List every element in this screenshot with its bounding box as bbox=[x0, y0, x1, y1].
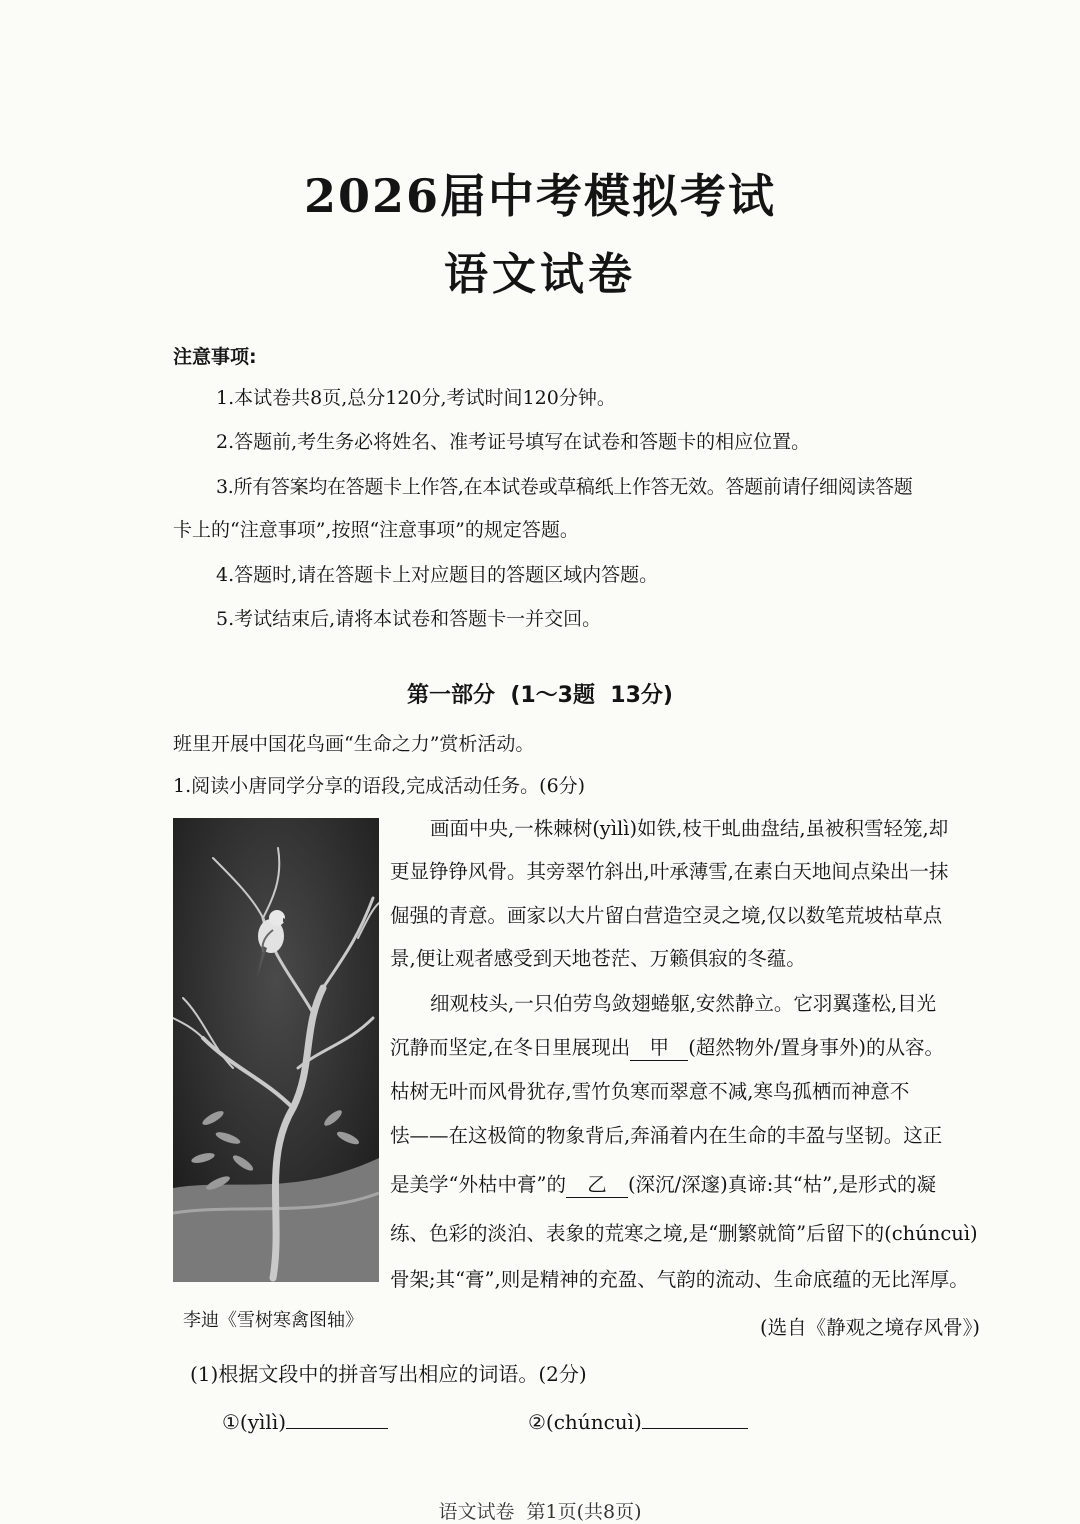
notice-item: 3.所有答案均在答题卡上作答,在本试卷或草稿纸上作答无效。答题前请仔细阅读答题 bbox=[216, 476, 913, 498]
answer-a-line[interactable] bbox=[286, 1410, 388, 1429]
sub-question-1: (1)根据文段中的拼音写出相应的词语。(2分) bbox=[190, 1362, 587, 1386]
blank-jia: 甲 bbox=[630, 1036, 688, 1061]
passage-source: (选自《静观之境存风骨》) bbox=[760, 1316, 980, 1339]
passage-line: 细观枝头,一只伯劳鸟敛翅蜷躯,安然静立。它羽翼蓬松,目光 bbox=[430, 992, 937, 1015]
passage-line: 枯树无叶而风骨犹存,雪竹负寒而翠意不减,寒鸟孤栖而神意不 bbox=[390, 1080, 910, 1103]
painting-image bbox=[173, 818, 379, 1282]
answer-a-label: ①(yìlì) bbox=[222, 1410, 287, 1434]
painting-caption: 李迪《雪树寒禽图轴》 bbox=[183, 1310, 363, 1331]
passage-line bbox=[390, 1173, 936, 1198]
passage-text: (深沉/深邃)真谛:其“枯”,是形式的凝 bbox=[627, 1173, 936, 1196]
passage-text: (超然物外/置身事外)的从容。 bbox=[688, 1036, 944, 1059]
passage-line: 景,便让观者感受到天地苍茫、万籁俱寂的冬蕴。 bbox=[390, 947, 806, 970]
notice-item: 卡上的“注意事项”,按照“注意事项”的规定答题。 bbox=[173, 519, 579, 541]
passage-line: 画面中央,一株棘树(yìlì)如铁,枝干虬曲盘结,虽被积雪轻笼,却 bbox=[430, 817, 949, 840]
notice-heading: 注意事项: bbox=[173, 346, 257, 368]
passage-line: 更显铮铮风骨。其旁翠竹斜出,叶承薄雪,在素白天地间点染出一抹 bbox=[390, 860, 949, 883]
passage-line: 怯——在这极简的物象背后,奔涌着内在生命的丰盈与坚韧。这正 bbox=[390, 1124, 943, 1147]
passage-line: 骨架;其“膏”,则是精神的充盈、气韵的流动、生命底蕴的无比浑厚。 bbox=[390, 1268, 969, 1291]
blank-yi: 乙 bbox=[566, 1173, 628, 1198]
answer-b-line[interactable] bbox=[642, 1410, 748, 1429]
notice-item: 1.本试卷共8页,总分120分,考试时间120分钟。 bbox=[216, 387, 616, 409]
part-heading: 第一部分 (1～3题 13分) bbox=[407, 683, 673, 708]
passage-line bbox=[390, 1036, 944, 1061]
activity-intro: 班里开展中国花鸟画“生命之力”赏析活动。 bbox=[173, 733, 535, 755]
exam-subtitle: 语文试卷 bbox=[444, 249, 636, 300]
notice-item: 4.答题时,请在答题卡上对应题目的答题区域内答题。 bbox=[216, 564, 659, 586]
answer-b-label: ②(chúncuì) bbox=[528, 1410, 642, 1434]
passage-text: 沉静而坚定,在冬日里展现出 bbox=[390, 1036, 631, 1059]
notice-item: 5.考试结束后,请将本试卷和答题卡一并交回。 bbox=[216, 608, 602, 630]
answer-a bbox=[222, 1410, 388, 1434]
passage-line: 倔强的青意。画家以大片留白营造空灵之境,仅以数笔荒坡枯草点 bbox=[390, 904, 943, 927]
answer-b bbox=[528, 1410, 748, 1434]
question-1: 1.阅读小唐同学分享的语段,完成活动任务。(6分) bbox=[173, 775, 586, 797]
passage-line: 练、色彩的淡泊、表象的荒寒之境,是“删繁就简”后留下的(chúncuì) bbox=[390, 1222, 978, 1245]
exam-title: 2026届中考模拟考试 bbox=[303, 169, 777, 223]
notice-item: 2.答题前,考生务必将姓名、准考证号填写在试卷和答题卡的相应位置。 bbox=[216, 431, 811, 453]
page-footer: 语文试卷 第1页(共8页) bbox=[438, 1501, 642, 1523]
passage-text: 是美学“外枯中膏”的 bbox=[390, 1173, 566, 1196]
